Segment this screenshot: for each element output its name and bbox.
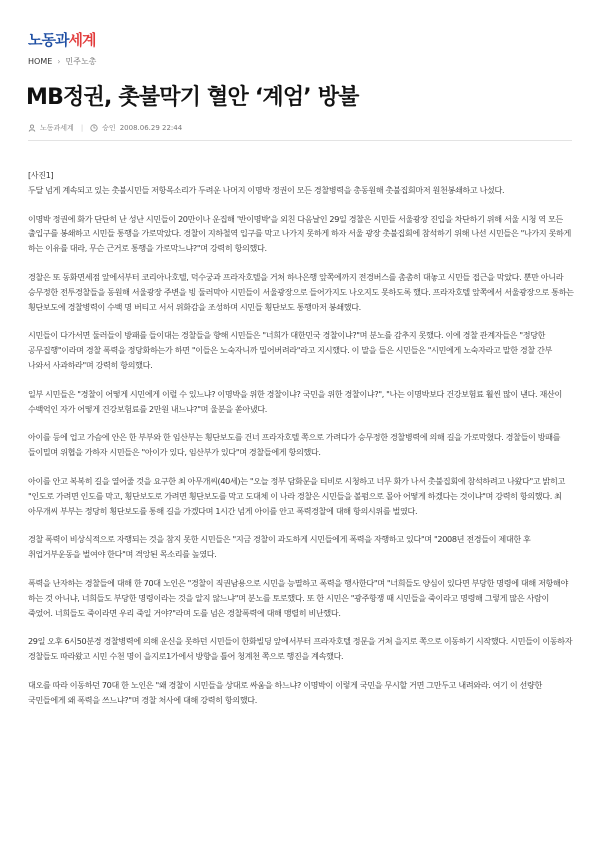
article-paragraph: 시민들이 다가서면 둘러들이 방패를 들이대는 경찰들을 향해 시민들은 "너희가 대한민국 경찰이냐?"며 분노를 감추지 못했다. 이에 경찰 관계자들은 "정당한 공무집행"이라며 경찰 폭력을 정당화하는가 하면 "이들은 노숙자니까 밀어버려라"라고 지시했다. 이 말을 들은 시민들은 "시민에게 노숙자라고 말한 경찰 간부 나와서 사과하라"며 강력히 항의했다. [28,330,553,370]
author-icon [28,124,36,132]
article-paragraph: 29일 오후 6시50분경 경찰병력에 의해 운신을 못하던 시민들이 한화빌딩 앞에서부터 프라자호텔 정문을 거쳐 을지로 쪽으로 이동하기 시작했다. 시민들이 이동하자 경찰들도 따라왔고 시민 수천 명이 을지로1가에서 방향을 틀어 청계천 쪽으로 행진을 계속했다. [28,636,573,662]
article-paragraph: 경찰은 또 동화면세점 앞에서부터 코리아나호텔, 덕수궁과 프라자호텔을 거쳐 하나은행 앞쪽에까지 전경버스를 촘촘히 대놓고 시민들 접근을 막았다. 뿐만 아니라 승무정한 전투경찰들을 동원해 서울광장 주변을 빙 둘러막아 시민들이 서울광장으로 들어가지도 나오지도 못하도록 했다. 프라자호텔 앞쪽에서 서울광장으로 통하는 횡단보도에 경찰병력이 수백 명 버티고 서서 위화감을 조성하며 시민들 횡단보도 통행마저 봉쇄했다. [28,271,574,312]
article-paragraph: 경찰 폭력이 비상식적으로 자행되는 것을 참지 못한 시민들은 "지금 경찰이 과도하게 시민들에게 폭력을 자행하고 있다"며 "2008년 전경들이 제대한 후 취업거부운동을 벌여야 한다"며 격앙된 목소리를 높였다. [28,534,531,560]
header-divider [28,140,572,141]
site-logo[interactable] [28,29,95,50]
breadcrumb-home[interactable]: HOME [28,57,53,66]
clock-icon [90,124,98,132]
article-paragraph: 아이를 등에 업고 가슴에 안은 한 부부와 한 임산부는 횡단보도를 건너 프라자호텔 쪽으로 가려다가 승무정한 경찰병력에 의해 길을 가로막혔다. 경찰들이 방패를 들이밀며 위협을 가하자 시민들은 "아이가 있다, 임산부가 있다"며 경찰들에게 항의했다. [28,432,561,458]
article-author[interactable]: 노동과세계 [40,124,74,132]
photo-caption: [사진1] [28,170,54,180]
logo-text-main: 노동과 [28,31,69,49]
logo-text-accent: 세계 [68,31,96,49]
breadcrumb [28,56,96,67]
meta-divider: | [80,124,84,132]
article-date: 2008.06.29 22:44 [119,124,183,132]
article-paragraph: 두달 넘게 계속되고 있는 촛불시민들 저항목소리가 두려운 나머지 이명박 정권이 모든 경찰병력을 총동원해 촛불집회마저 원천봉쇄하고 나섰다. [28,184,505,195]
article-paragraph: 대오를 따라 이동하던 70대 한 노인은 "왜 경찰이 시민들을 상대로 싸움을 하느냐? 이명박이 이렇게 국민을 무시할 거면 그만두고 내려와라. 여기 이 선량한 국민들에게 왜 폭력을 쓰느냐?"며 경찰 처사에 대해 강력히 항의했다. [28,679,542,705]
article-paragraph: 이명박 정권에 화가 단단히 난 성난 시민들이 20만이나 운집해 '반이명박'을 외친 다음날인 29일 경찰은 시민들 서울광장 진입을 차단하기 위해 서울 시청 역 모든 출입구를 봉쇄하고 시민들 통행을 가로막았다. 경찰이 지하철역 입구를 막고 나가지 못하게 하자 서울 광장 촛불집회에 참석하기 위해 나선 시민들은 "나가지 못하게 하는 이유를 대라, 무슨 근거로 통행을 가로막느냐?"며 강력히 항의했다. [28,213,571,254]
article-body [28,168,574,722]
article-paragraph: 아이를 안고 복복히 길을 열어줄 것을 요구한 최 아무개씨(40세)는 "오늘 정부 담화문을 티비로 시청하고 너무 화가 나서 촛불집회에 참석하려고 나왔다"고 밝히고 "인도로 가려면 인도를 막고, 횡단보도로 가려면 횡단보도를 막고 도대체 이 나라 경찰은 시민들을 볼펌으로 몰아 어떻게 하겠다는 것이냐"며 강력히 항의했다. 최 아무개씨 부부는 정당히 횡단보도를 통해 길을 가겠다며 1시간 넘게 아이를 안고 폭력경찰에 대해 항의시위를 벌였다. [28,475,565,516]
article-paragraph: 폭력을 난자하는 경찰들에 대해 한 70대 노인은 "경찰이 직권남용으로 시민을 능멸하고 폭력을 행사한다"며 "너희들도 양심이 있다면 부당한 명령에 대해 저항해야 하는 것 아니냐, 너희들도 부당한 명령이라는 것을 알지 않느냐"며 분노를 토로했다. 또 한 시민은 "광주항쟁 때 시민들을 죽이라고 명령해 그렇게 많은 사람이 죽었어. 너희들도 죽이라면 우리 죽일 거야?"라며 도를 넘은 경찰폭력에 대해 맹렬히 비난했다. [28,577,568,618]
date-label: 승인 [102,124,116,132]
article-title: MB정권, 촛불막기 혈안 ‘계엄’ 방불 [26,85,359,110]
article-meta [28,123,182,133]
breadcrumb-separator-icon: › [57,57,61,66]
breadcrumb-section[interactable]: 민주노총 [65,57,97,66]
article-paragraph: 일부 시민들은 "경찰이 어떻게 시민에게 이럴 수 있느냐? 이명박을 위한 경찰이냐? 국민을 위한 경찰이냐?", "나는 이명박보다 건강보험료 훨씬 많이 낸다. 재산이 수백억인 자가 어떻게 건강보험료를 2만원 내느냐?"며 울분을 쏟아냈다. [28,388,562,414]
